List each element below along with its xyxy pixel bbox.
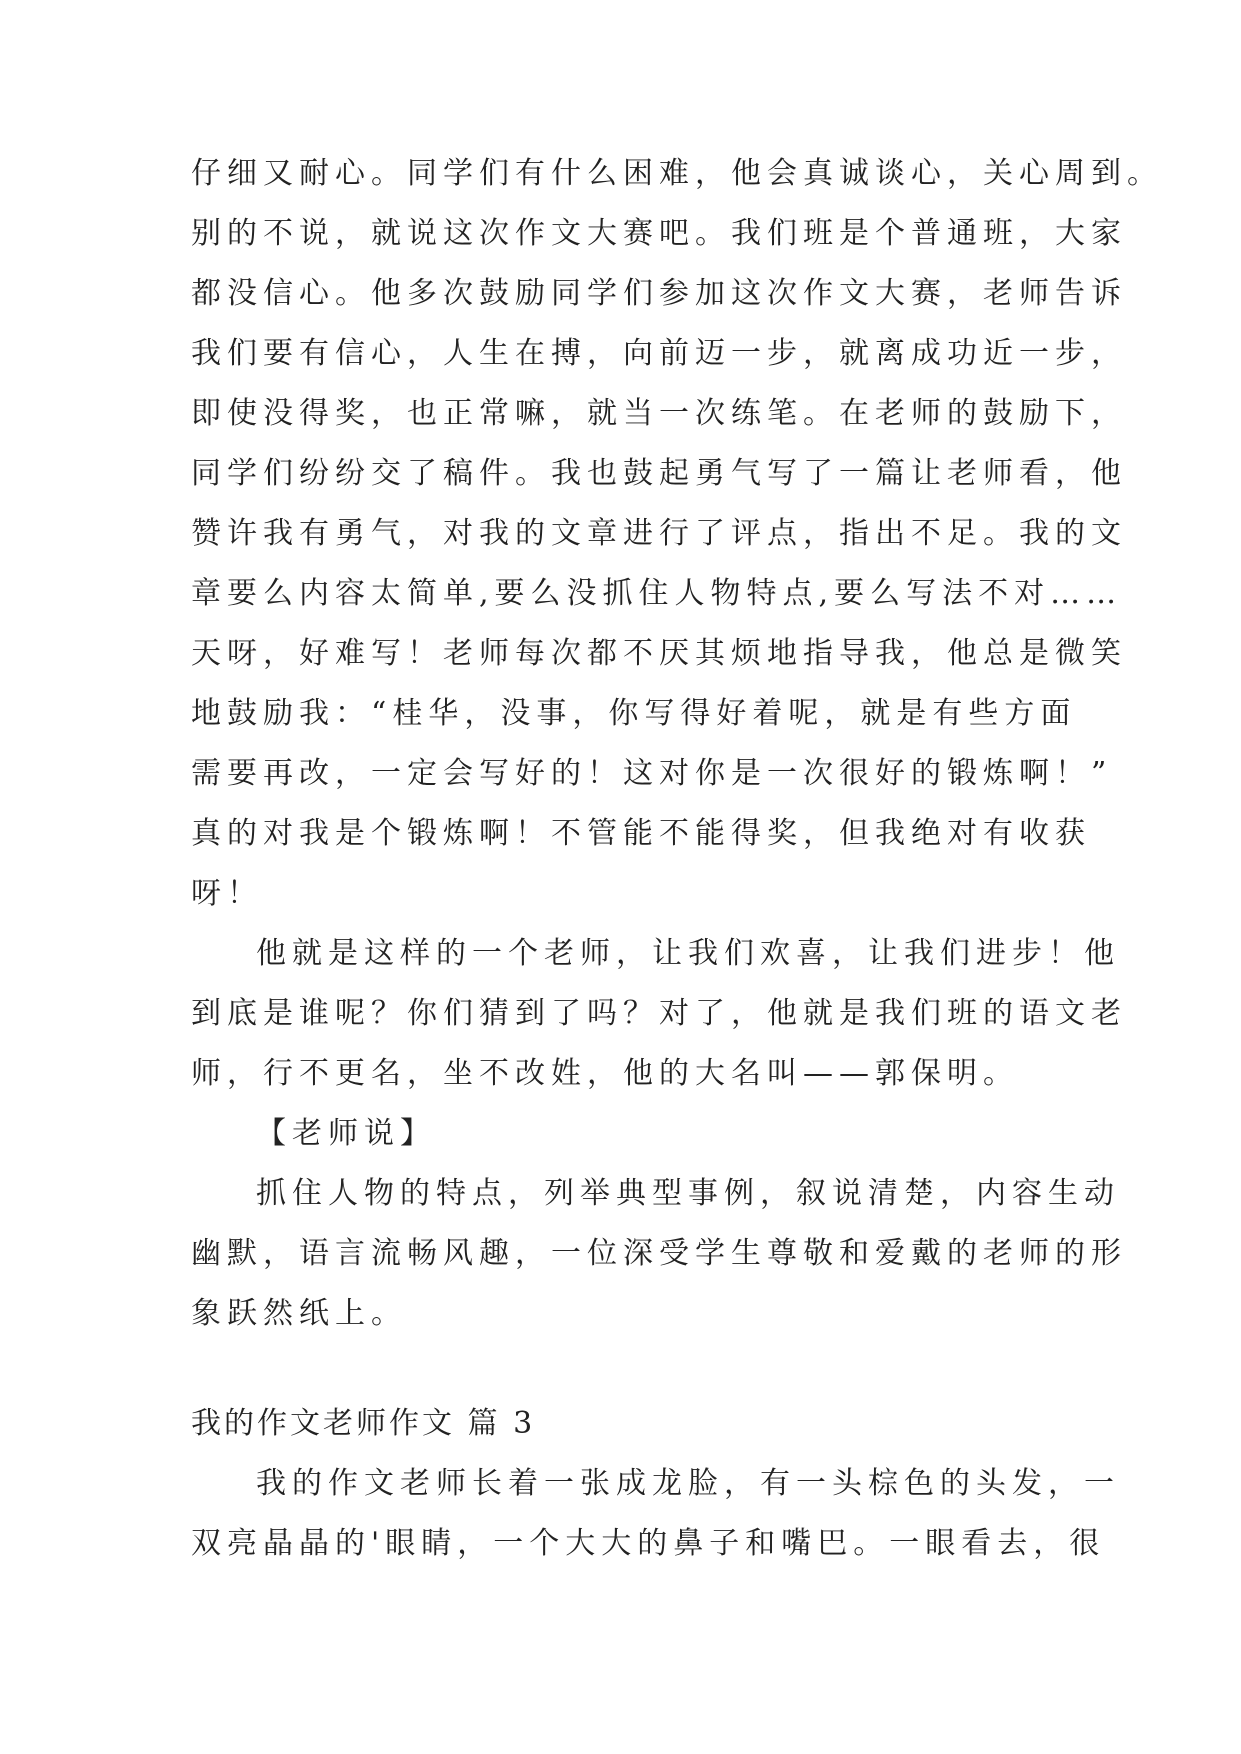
paragraph-line: 需要再改，一定会写好的！这对你是一次很好的锻炼啊！” <box>191 756 1113 791</box>
paragraph-line: 到底是谁呢？你们猜到了吗？对了，他就是我们班的语文老 <box>191 996 1127 1031</box>
paragraph-line: 同学们纷纷交了稿件。我也鼓起勇气写了一篇让老师看，他 <box>191 456 1127 491</box>
paragraph-line: 赞许我有勇气，对我的文章进行了评点，指出不足。我的文 <box>191 516 1127 551</box>
section-title: 我的作文老师作文 篇 3 <box>191 1406 536 1441</box>
paragraph-line: 地鼓励我：“桂华，没事，你写得好着呢，就是有些方面 <box>191 696 1077 731</box>
paragraph-line: 我们要有信心，人生在搏，向前迈一步，就离成功近一步， <box>191 336 1127 371</box>
paragraph-line: 幽默，语言流畅风趣，一位深受学生尊敬和爱戴的老师的形 <box>191 1236 1127 1271</box>
paragraph-line: 象跃然纸上。 <box>191 1296 407 1331</box>
paragraph-line: 仔细又耐心。同学们有什么困难，他会真诚谈心，关心周到。 <box>191 156 1163 191</box>
paragraph-line: 呀！ <box>191 876 263 911</box>
paragraph-line: 双亮晶晶的'眼睛，一个大大的鼻子和嘴巴。一眼看去，很 <box>191 1526 1106 1561</box>
paragraph-line: 章要么内容太简单,要么没抓住人物特点,要么写法不对…… <box>191 576 1123 611</box>
paragraph-line: 天呀，好难写！老师每次都不厌其烦地指导我，他总是微笑 <box>191 636 1127 671</box>
paragraph-line: 即使没得奖，也正常嘛，就当一次练笔。在老师的鼓励下， <box>191 396 1127 431</box>
paragraph-line: 我的作文老师长着一张成龙脸，有一头棕色的头发，一 <box>256 1466 1120 1501</box>
paragraph-line: 都没信心。他多次鼓励同学们参加这次作文大赛，老师告诉 <box>191 276 1127 311</box>
teacher-comment-heading: 【老师说】 <box>256 1116 436 1151</box>
paragraph-line: 别的不说，就说这次作文大赛吧。我们班是个普通班，大家 <box>191 216 1127 251</box>
paragraph-line: 师，行不更名，坐不改姓，他的大名叫——郭保明。 <box>191 1056 1019 1091</box>
paragraph-line: 真的对我是个锻炼啊！不管能不能得奖，但我绝对有收获 <box>191 816 1091 851</box>
paragraph-line: 抓住人物的特点，列举典型事例，叙说清楚，内容生动 <box>256 1176 1120 1211</box>
paragraph-line: 他就是这样的一个老师，让我们欢喜，让我们进步！他 <box>256 936 1120 971</box>
